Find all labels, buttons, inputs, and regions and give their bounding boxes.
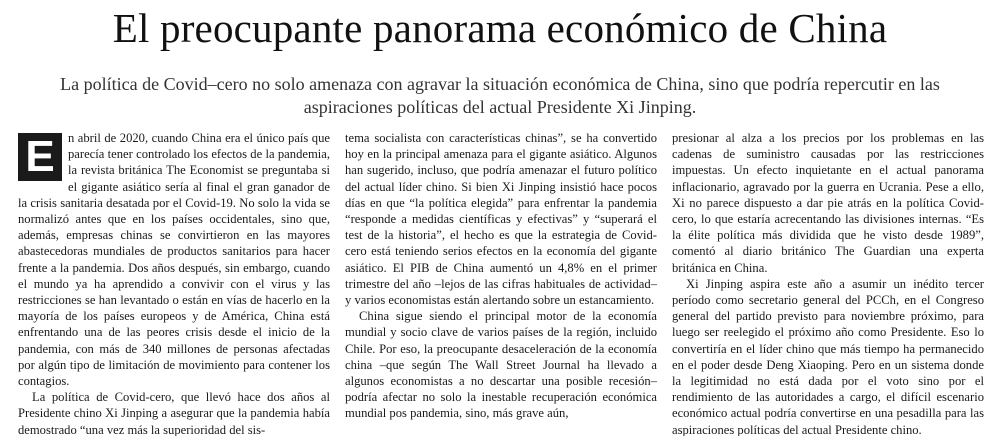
headline: El preocupante panorama económico de China: [112, 5, 888, 51]
deck-subtitle: La política de Covid–cero no solo amenaza con agravar la situación económica de China, sino que podría repercutir en las aspiraciones políticas del actual Presidente Xi Jinping.: [60, 74, 940, 117]
paragraph: presionar al alza a los precios por los problemas en las cadenas de suministro causadas por las restricciones impuestas. Un efecto inquietante en el actual panorama inflacionario, agravado por la guerra en Ucrania. Pese a ello, Xi no parece dispuesto a dar pie atrás en la política Covid-cero, lo que estaría acrecentando las divisiones internas. “Es la élite política más dividida que he visto desde 1989”, comentó al diario británico The Guardian una experta británica en China.: [672, 131, 984, 275]
column-2: [345, 130, 657, 436]
paragraph: Xi Jinping aspira este año a asumir un inédito tercer período como secretario general del PCCh, en el Congreso general del partido previsto para noviembre próximo, para luego ser reelegido el próximo año como Presidente. Eso lo convertiría en el líder chino que más tiempo ha permanecido en el poder desde Deng Xiaoping. Pero en un sistema donde la legitimidad no está dada por el voto sino por el rendimiento de las autoridades a cargo, el difícil escenario económico actual podría convertirse en una pesadilla para las aspiraciones políticas del actual Presidente chino.: [672, 276, 984, 436]
paragraph: China sigue siendo el principal motor de la economía mundial y socio clave de varios países de la región, incluido Chile. Por eso, la preocupante desaceleración de la economía china –que según The Wall Street Journal ha llevado a algunos economistas a no descartar una posible recesión– podría afectar no solo la inestable recuperación económica mundial pos pandemia, sino, más grave aún,: [345, 309, 657, 421]
paragraph: La política de Covid-cero, que llevó hace dos años al Presidente chino Xi Jinping a asegurar que la pandemia había demostrado “una vez más la superioridad del sis-: [18, 390, 330, 436]
column-3: [672, 130, 984, 436]
paragraph: tema socialista con características chinas”, se ha convertido hoy en la principal amenaza para el gigante asiático. Algunos han sugerido, incluso, que podría amenazar el futuro político del actual líder chino. Si bien Xi Jinping insistió hace pocos días en que “la política elegida” para enfrentar la pandemia “responde a medidas científicas y efectivas” y “superará el test de la historia”, el hecho es que la estrategia de Covid-cero está teniendo serios efectos en la economía del gigante asiático. El PIB de China aumentó un 4,8% en el primer trimestre del año –lejos de las cifras habituales de actividad– y varios economistas están alertando sobre un estancamiento.: [345, 131, 657, 308]
article-body: [18, 130, 984, 436]
paragraph: [18, 130, 330, 389]
drop-cap-letter: E: [25, 132, 55, 181]
paragraph-text: n abril de 2020, cuando China era el único país que parecía tener controlado los efectos de la pandemia, la revista británica The Economist se preguntaba si el gigante asiático sería al final el gran ganador de la crisis sanitaria desatada por el Covid-19. No solo la vida se normalizó antes que en los países occidentales, sino que, además, empresas chinas se convirtieron en las mayores abastecedoras mundiales de productos sanitarios para hacer frente a la pandemia. Dos años después, sin embargo, cuando el mundo ya ha aprendido a convivir con el virus y las restricciones se han levantado o están en vías de hacerlo en la mayoría de los países europeos y de América, China está enfrentando una de las peores crisis desde el inicio de la pandemia, con más de 340 millones de personas afectadas por algún tipo de limitación de movimiento para contener los contagios.: [18, 131, 330, 389]
column-1: [18, 130, 330, 436]
drop-cap: [18, 133, 62, 181]
